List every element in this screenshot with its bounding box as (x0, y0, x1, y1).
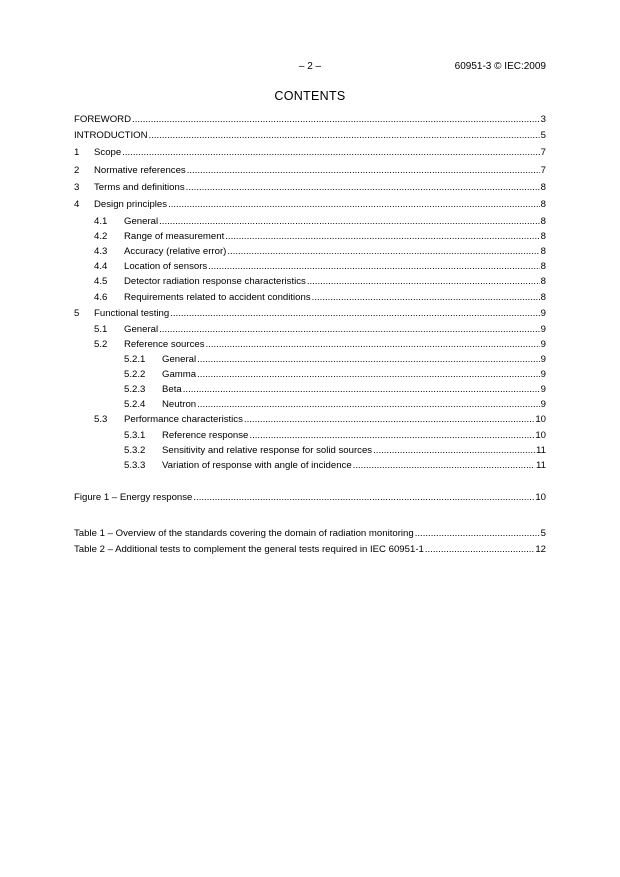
toc-entry-page: 9 (540, 384, 546, 395)
toc-entry-number: 3 (74, 182, 80, 193)
toc-entry-foreword[interactable] (74, 113, 546, 127)
toc-entry-page: 8 (540, 261, 546, 272)
toc-entry-page: 9 (540, 369, 546, 380)
toc-entry-title: Performance characteristics (124, 414, 243, 425)
toc-entry-title: Accuracy (relative error) (124, 246, 227, 257)
toc-entry-number: 5.3.1 (124, 430, 146, 441)
toc-entry-number: 4 (74, 199, 80, 210)
toc-entry-4-2[interactable] (94, 230, 546, 244)
toc-table-2[interactable] (74, 543, 546, 557)
toc-entry-number: 5.2.1 (124, 354, 146, 365)
toc-entry-title: Sensitivity and relative response for solid sources (162, 445, 373, 456)
toc-entry-5-3[interactable] (94, 413, 546, 427)
toc-entry-page: 5 (540, 130, 546, 141)
toc-entry-page: 7 (540, 147, 546, 158)
toc-entry-title: Terms and definitions (94, 182, 185, 193)
toc-entry-5-1[interactable] (94, 323, 546, 337)
toc-entry-5-3-3[interactable] (124, 459, 546, 473)
toc-entry-title: General (124, 324, 159, 335)
toc-entry-number: 4.4 (94, 261, 108, 272)
toc-entry-title: Reference sources (124, 339, 205, 350)
toc-entry-page: 8 (540, 182, 546, 193)
toc-entry-title: Design principles (94, 199, 168, 210)
toc-entry-page: 11 (536, 460, 546, 471)
toc-entry-page: 8 (540, 231, 546, 242)
toc-entry-5-3-2[interactable] (124, 444, 546, 458)
table-page: 5 (540, 528, 546, 539)
toc-entry-number: 5.2.3 (124, 384, 146, 395)
toc-entry-4-4[interactable] (94, 260, 546, 274)
toc-entry-3[interactable] (74, 181, 546, 195)
figure-title: Figure 1 – Energy response (74, 492, 193, 503)
toc-entry-page: 8 (540, 199, 546, 210)
toc-entry-title: FOREWORD (74, 114, 132, 125)
toc-entry-title: Scope (94, 147, 122, 158)
toc-entry-5-2-3[interactable] (124, 383, 546, 397)
toc-entry-number: 5.2 (94, 339, 108, 350)
toc-entry-title: INTRODUCTION (74, 130, 148, 141)
toc-entry-title: Reference response (162, 430, 249, 441)
toc-entry-page: 9 (540, 399, 546, 410)
toc-entry-5-2-4[interactable] (124, 398, 546, 412)
toc-entry-4-3[interactable] (94, 245, 546, 259)
toc-entry-4-6[interactable] (94, 291, 546, 305)
toc-entry-5-2-2[interactable] (124, 368, 546, 382)
toc-entry-4[interactable] (74, 198, 546, 212)
toc-entry-title: Range of measurement (124, 231, 225, 242)
toc-entry-title: General (124, 216, 159, 227)
toc-entry-page: 3 (540, 114, 546, 125)
table-page: 12 (535, 544, 546, 555)
document-id: 60951-3 © IEC:2009 (454, 61, 546, 72)
toc-entry-number: 2 (74, 165, 80, 176)
toc-entry-page: 8 (540, 246, 546, 257)
toc-entry-number: 4.5 (94, 276, 108, 287)
figure-page: 10 (535, 492, 546, 503)
toc-entry-5[interactable] (74, 307, 546, 321)
toc-entry-number: 4.3 (94, 246, 108, 257)
table-title: Table 2 – Additional tests to complement the general tests required in IEC 60951-1 (74, 544, 424, 555)
toc-entry-page: 7 (540, 165, 546, 176)
toc-figure-1[interactable] (74, 491, 546, 505)
toc-entry-title: Beta (162, 384, 182, 395)
toc-entry-number: 5.1 (94, 324, 108, 335)
toc-entry-4-1[interactable] (94, 215, 546, 229)
toc-entry-page: 9 (540, 339, 546, 350)
toc-entry-page: 9 (540, 354, 546, 365)
toc-entry-title: Requirements related to accident conditions (124, 292, 311, 303)
toc-entry-5-2[interactable] (94, 338, 546, 352)
toc-entry-number: 4.6 (94, 292, 108, 303)
toc-entry-title: Detector radiation response characteristics (124, 276, 306, 287)
toc-entry-page: 8 (540, 276, 546, 287)
toc-entry-introduction[interactable] (74, 129, 546, 143)
toc-entry-5-3-1[interactable] (124, 429, 546, 443)
page-number: – 2 – (298, 61, 322, 72)
toc-entry-5-2-1[interactable] (124, 353, 546, 367)
toc-entry-number: 1 (74, 147, 80, 158)
toc-entry-number: 5.3.2 (124, 445, 146, 456)
toc-entry-number: 4.1 (94, 216, 108, 227)
toc-entry-number: 4.2 (94, 231, 108, 242)
toc-entry-2[interactable] (74, 164, 546, 178)
toc-entry-page: 9 (540, 308, 546, 319)
toc-entry-number: 5.2.2 (124, 369, 146, 380)
toc-entry-number: 5 (74, 308, 80, 319)
toc-entry-title: Functional testing (94, 308, 170, 319)
toc-entry-title: Variation of response with angle of incidence (162, 460, 352, 471)
toc-entry-page: 8 (540, 292, 546, 303)
toc-entry-page: 10 (535, 430, 546, 441)
toc-entry-page: 8 (540, 216, 546, 227)
toc-entry-title: Gamma (162, 369, 197, 380)
toc-entry-number: 5.3.3 (124, 460, 146, 471)
toc-entry-title: Normative references (94, 165, 186, 176)
toc-entry-title: Neutron (162, 399, 197, 410)
toc-entry-page: 9 (540, 324, 546, 335)
table-title: Table 1 – Overview of the standards covering the domain of radiation monitoring (74, 528, 414, 539)
toc-entry-4-5[interactable] (94, 275, 546, 289)
toc-entry-page: 10 (535, 414, 546, 425)
contents-heading: CONTENTS (274, 89, 346, 103)
toc-entry-1[interactable] (74, 146, 546, 160)
toc-entry-number: 5.3 (94, 414, 108, 425)
toc-entry-title: Location of sensors (124, 261, 208, 272)
toc-entry-title: General (162, 354, 197, 365)
toc-entry-number: 5.2.4 (124, 399, 146, 410)
toc-entry-page: 11 (536, 445, 546, 456)
toc-table-1[interactable] (74, 527, 546, 541)
